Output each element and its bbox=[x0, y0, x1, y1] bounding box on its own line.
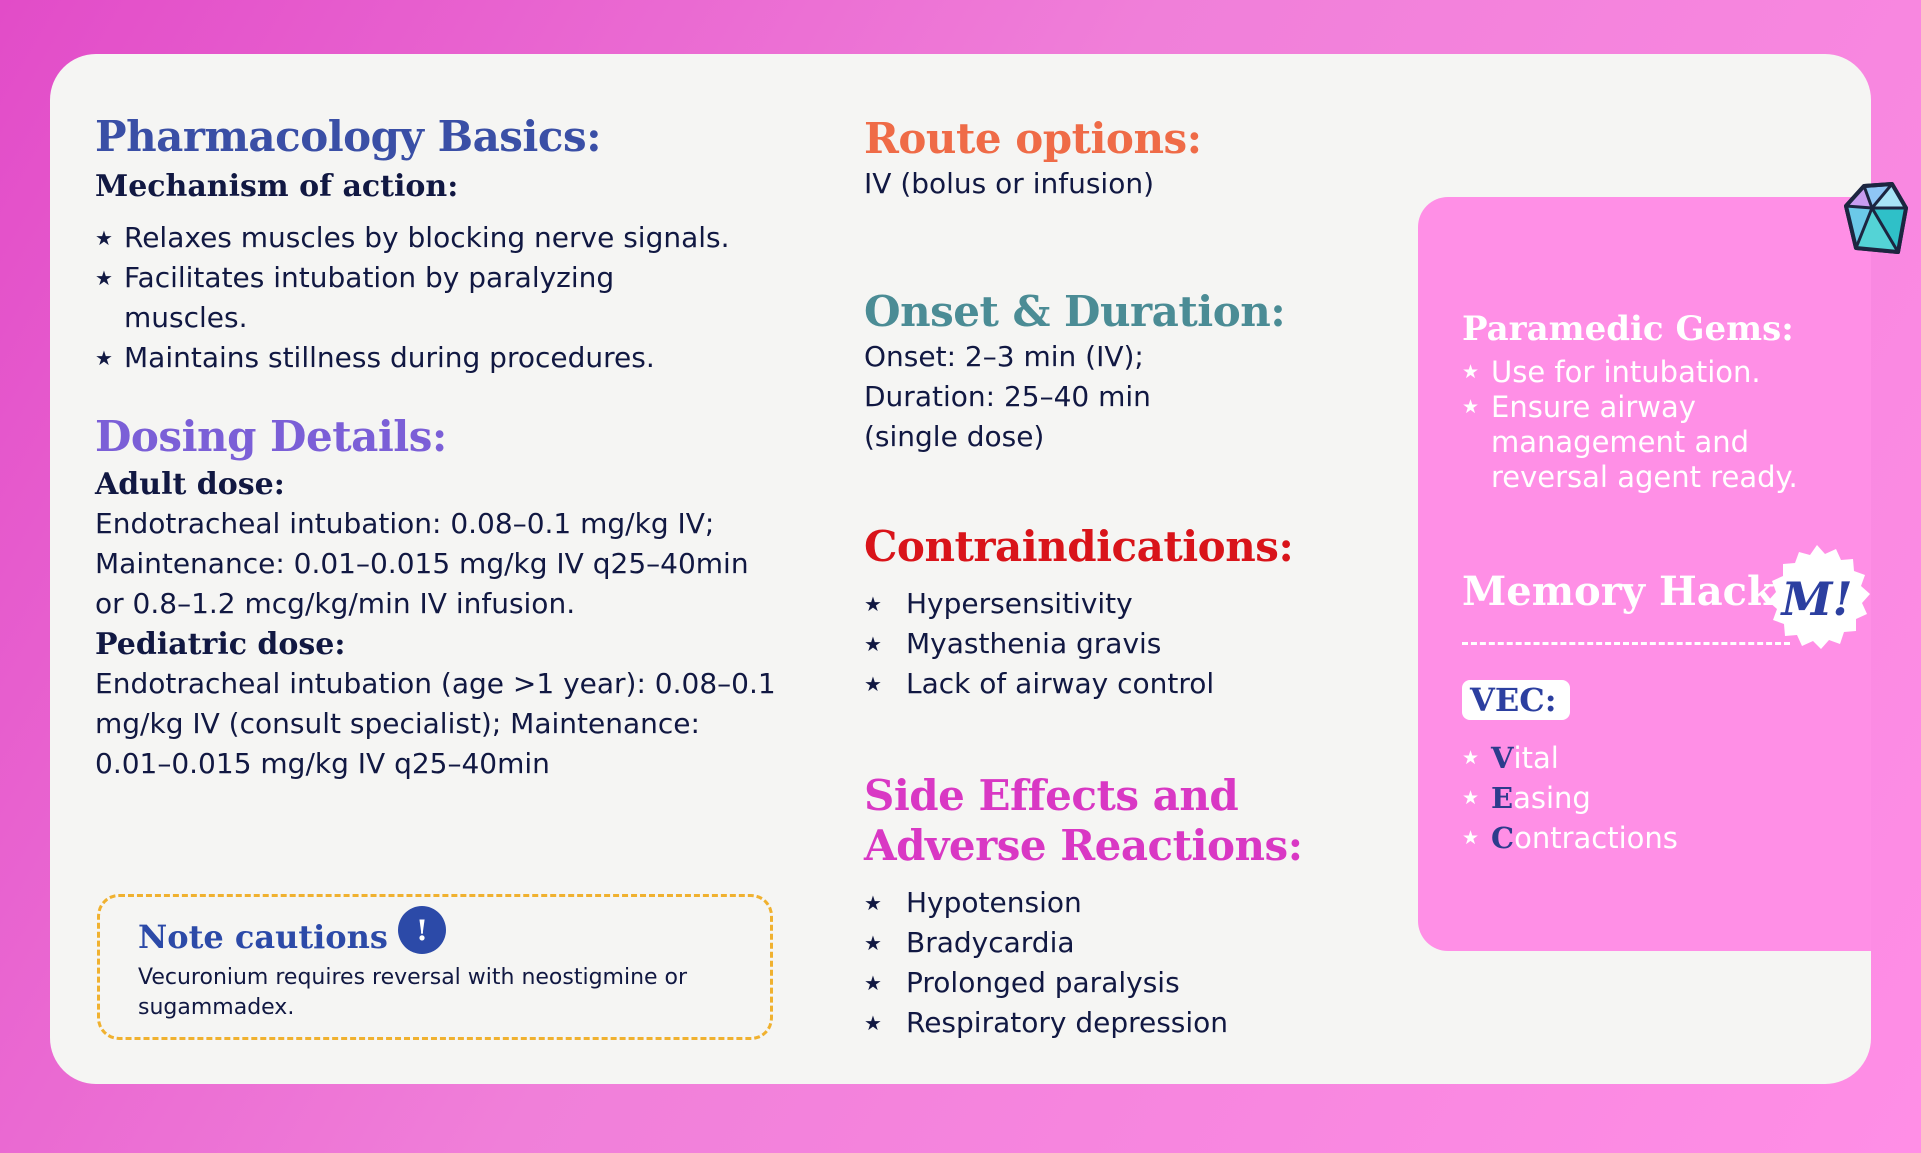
list-item: ★ Myasthenia gravis bbox=[864, 624, 1334, 664]
note-title: Note cautions bbox=[138, 918, 388, 956]
gems-section bbox=[1462, 307, 1802, 495]
side-effects-list bbox=[864, 883, 1334, 1043]
adult-dose-text: Endotracheal intubation: 0.08–0.1 mg/kg IV; Maintenance: 0.01–0.015 mg/kg IV q25–40min or 0.8–1.2 mcg/kg/min IV infusion. bbox=[95, 507, 749, 620]
side-effects-section bbox=[864, 771, 1334, 1043]
list-item: ★ Maintains stillness during procedures. bbox=[95, 338, 785, 378]
note-cautions-box bbox=[97, 894, 773, 1040]
pediatric-dose-text: Endotracheal intubation (age >1 year): 0.08–0.1 mg/kg IV (consult specialist); Maintenance: 0.01–0.015 mg/kg IV q25–40min bbox=[95, 667, 776, 780]
star-icon: ★ bbox=[864, 592, 882, 616]
memory-hack-title: Memory Hack bbox=[1462, 568, 1775, 615]
contraindications-list bbox=[864, 584, 1334, 704]
diamond-icon bbox=[1838, 178, 1910, 260]
onset-line: (single dose) bbox=[864, 420, 1045, 453]
list-item: ★ Easing bbox=[1462, 778, 1802, 818]
list-item: ★ Facilitates intubation by paralyzing muscles. bbox=[95, 258, 685, 338]
list-item: ★ Lack of airway control bbox=[864, 664, 1334, 704]
divider bbox=[1462, 642, 1790, 645]
list-item: ★ Contractions bbox=[1462, 818, 1802, 858]
left-column bbox=[95, 112, 785, 784]
star-icon: ★ bbox=[1462, 827, 1480, 849]
list-item: ★ Ensure airway management and reversal agent ready. bbox=[1462, 390, 1798, 494]
mechanism-list bbox=[95, 218, 785, 378]
list-item: ★ Use for intubation. bbox=[1462, 355, 1761, 389]
list-item: ★ Hypotension bbox=[864, 883, 1334, 923]
mechanism-label: Mechanism of action: bbox=[95, 169, 459, 204]
onset-title: Onset & Duration: bbox=[864, 287, 1286, 336]
side-effects-title-line1: Side Effects and bbox=[864, 771, 1239, 820]
gems-title: Paramedic Gems: bbox=[1462, 309, 1794, 349]
dosing-title: Dosing Details: bbox=[95, 412, 447, 461]
star-icon: ★ bbox=[864, 1011, 882, 1035]
route-title: Route options: bbox=[864, 114, 1202, 163]
exclamation-glyph: ! bbox=[415, 914, 429, 947]
onset-line: Onset: 2–3 min (IV); bbox=[864, 340, 1144, 373]
route-text: IV (bolus or infusion) bbox=[864, 167, 1154, 200]
list-item: ★ Bradycardia bbox=[864, 923, 1334, 963]
note-text: Vecuronium requires reversal with neostigmine or sugammadex. bbox=[138, 965, 688, 1020]
pediatric-dose-label: Pediatric dose: bbox=[95, 627, 346, 662]
list-item: ★ Respiratory depression bbox=[864, 1003, 1334, 1043]
vec-acronym-label: VEC: bbox=[1462, 680, 1570, 720]
list-item: ★ Hypersensitivity bbox=[864, 584, 1334, 624]
list-item: ★ Relaxes muscles by blocking nerve signals. bbox=[95, 218, 785, 258]
memory-badge-text: M! bbox=[1781, 572, 1853, 626]
memory-badge-icon bbox=[1762, 543, 1872, 653]
gems-list bbox=[1462, 355, 1802, 495]
star-icon: ★ bbox=[95, 226, 113, 250]
list-item: ★ Prolonged paralysis bbox=[864, 963, 1334, 1003]
star-icon: ★ bbox=[1462, 396, 1480, 418]
adult-dose-label: Adult dose: bbox=[95, 467, 285, 502]
star-icon: ★ bbox=[864, 672, 882, 696]
star-icon: ★ bbox=[864, 891, 882, 915]
star-icon: ★ bbox=[95, 266, 113, 290]
star-icon: ★ bbox=[1462, 361, 1480, 383]
list-item: ★ Vital bbox=[1462, 738, 1802, 778]
route-section bbox=[864, 114, 1334, 204]
star-icon: ★ bbox=[864, 632, 882, 656]
contraindications-title: Contraindications: bbox=[864, 522, 1294, 571]
exclamation-icon bbox=[397, 905, 447, 955]
vec-section bbox=[1462, 738, 1802, 858]
star-icon: ★ bbox=[1462, 747, 1480, 769]
side-effects-title-line2: Adverse Reactions: bbox=[864, 821, 1303, 870]
star-icon: ★ bbox=[864, 931, 882, 955]
onset-section bbox=[864, 287, 1334, 457]
star-icon: ★ bbox=[864, 971, 882, 995]
pharmacology-title: Pharmacology Basics: bbox=[95, 112, 602, 161]
contraindications-section bbox=[864, 522, 1334, 704]
vec-list bbox=[1462, 738, 1802, 858]
onset-line: Duration: 25–40 min bbox=[864, 380, 1151, 413]
star-icon: ★ bbox=[1462, 787, 1480, 809]
star-icon: ★ bbox=[95, 346, 113, 370]
